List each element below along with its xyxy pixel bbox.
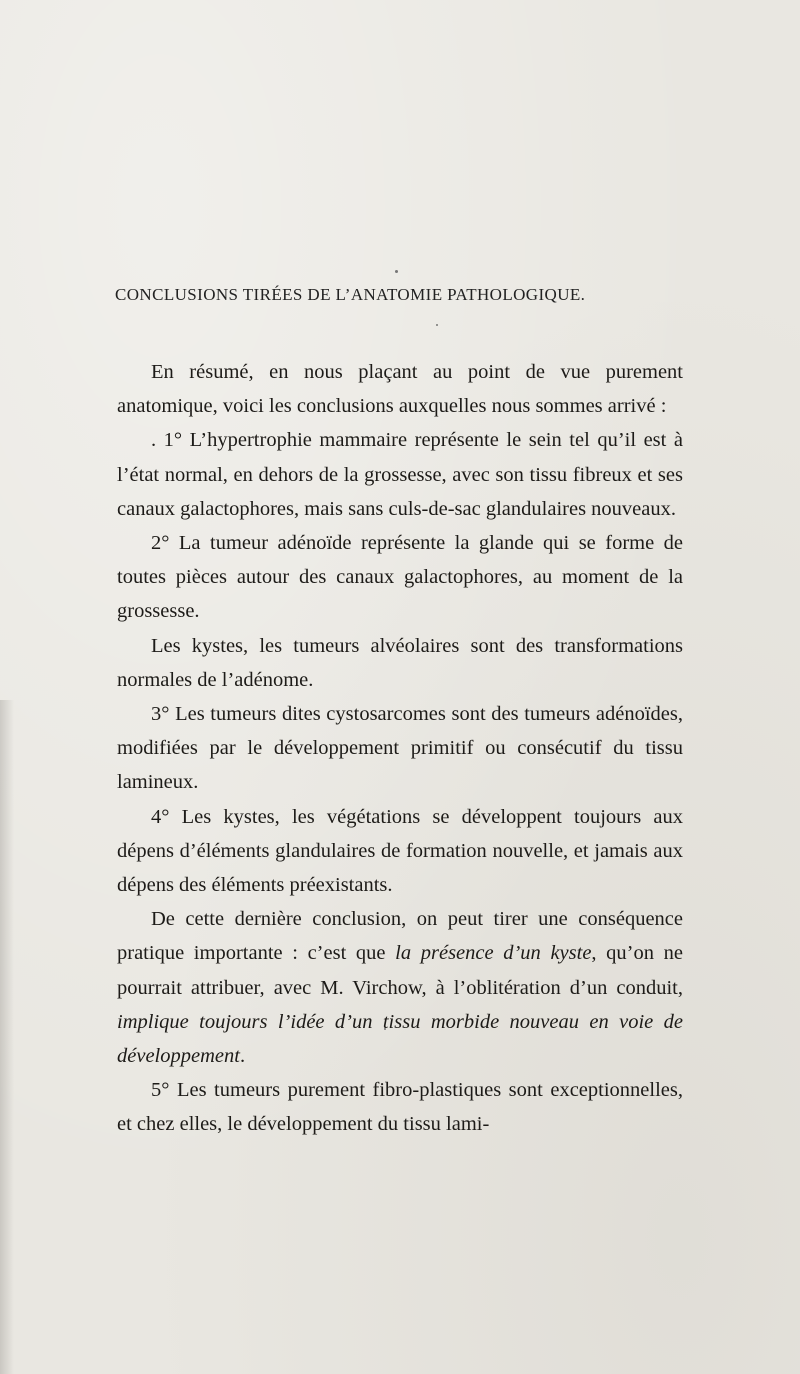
- section-heading: CONCLUSIONS TIRÉES DE L’ANATOMIE PATHOLOGIQUE.: [115, 285, 586, 304]
- paragraph-conclusion-1: . 1° L’hypertrophie mammaire représente le sein tel qu’il est à l’état normal, en dehors de la grossesse, avec son tissu fibreux et ses canaux galactophores, mais sans culs-de-sac glandulaires nouveaux.: [117, 429, 683, 520]
- paragraph-conclusion-2: 2° La tumeur adénoïde représente la glande qui se forme de toutes pièces autour des canaux galactophores, au moment de la grossesse.: [117, 532, 683, 623]
- paragraph-conclusion-3: 3° Les tumeurs dites cystosarcomes sont des tumeurs adénoïdes, modifiées par le développement primitif ou consécutif du tissu lamineux.: [117, 703, 683, 794]
- paragraph-consequence: [117, 902, 683, 1073]
- paper-speck: [395, 270, 398, 273]
- paragraph-intro: En résumé, en nous plaçant au point de vue purement anatomique, voici les conclusions auxquelles nous sommes arrivé :: [117, 361, 683, 418]
- paragraph-kystes: Les kystes, les tumeurs alvéolaires sont des transformations normales de l’adénome.: [117, 634, 683, 691]
- body-text: [117, 355, 683, 1142]
- consequence-emphasis-2: implique toujours l’idée d’un tissu morbide nouveau en voie de développement: [117, 1010, 683, 1068]
- page-edge-shadow: [0, 700, 14, 1374]
- paper-speck: [436, 324, 438, 326]
- consequence-text-e: .: [239, 1045, 246, 1068]
- consequence-text-a: De cette dernière conclusion, on peut tirer une conséquence pratique importante : c’est que: [117, 908, 683, 965]
- consequence-text-c: , qu’on ne pourrait attribuer, avec M. Virchow, à l’oblitération d’un conduit,: [117, 942, 683, 999]
- paragraph-conclusion-4: 4° Les kystes, les végétations se développent toujours aux dépens d’éléments glandulaires de formation nouvelle, et jamais aux dépens des éléments préexistants.: [117, 805, 683, 897]
- consequence-emphasis-1: la présence d’un kyste: [395, 942, 592, 965]
- paragraph-conclusion-5: 5° Les tumeurs purement fibro-plastiques sont exceptionnelles, et chez elles, le développement du tissu lami-: [117, 1079, 683, 1136]
